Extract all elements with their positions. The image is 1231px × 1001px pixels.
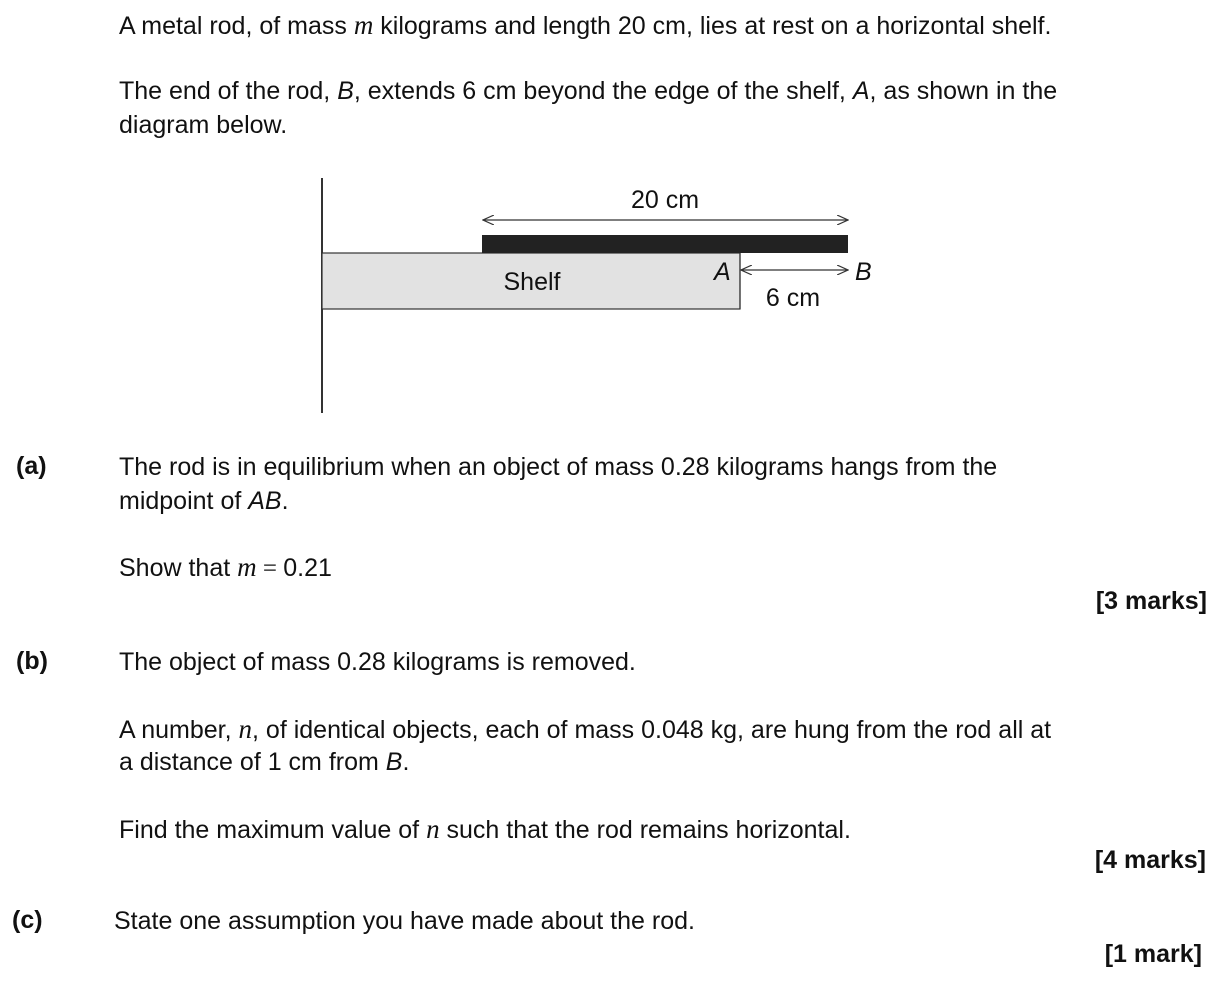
variable-n: n xyxy=(426,814,440,844)
part-b-marks: [4 marks] xyxy=(1094,846,1206,874)
part-a-line-1: The rod is in equilibrium when an object of mass 0.28 kilograms hangs from the xyxy=(119,453,998,481)
part-b-text: such that the rod remains horizontal. xyxy=(439,816,851,844)
part-b-text: Find the maximum value of xyxy=(119,816,427,844)
part-b-line-4 xyxy=(119,812,851,847)
point-a-label: A xyxy=(714,258,731,286)
shelf-label: Shelf xyxy=(503,268,561,296)
part-a-marks: [3 marks] xyxy=(1095,587,1207,615)
variable-m: m xyxy=(237,552,257,582)
variable-m: m xyxy=(353,10,374,40)
intro-text: , as shown in the xyxy=(869,77,1058,105)
part-b-label: (b) xyxy=(16,647,48,675)
part-c-label: (c) xyxy=(12,906,43,934)
intro-line-3: diagram below. xyxy=(119,111,288,139)
part-a-text: midpoint of xyxy=(119,487,249,515)
part-b-line-1: The object of mass 0.28 kilograms is removed. xyxy=(119,648,636,676)
intro-text: kilograms and length 20 cm, lies at rest on a horizontal shelf. xyxy=(373,12,1052,40)
point-b-ref: B xyxy=(337,77,354,105)
segment-ab: AB xyxy=(248,487,282,515)
metal-rod xyxy=(482,235,848,253)
equals-sign: = xyxy=(256,555,284,582)
part-a-text: . xyxy=(281,487,289,515)
part-b-text: a distance of 1 cm from xyxy=(119,748,386,776)
part-b-text: . xyxy=(402,748,410,776)
point-b-ref: B xyxy=(385,748,403,776)
part-a-text: Show that xyxy=(119,554,238,582)
intro-text: , extends 6 cm beyond the edge of the shelf, xyxy=(353,77,853,105)
part-a-show-that xyxy=(119,550,332,586)
part-b-text: A number, xyxy=(119,716,239,744)
variable-n: n xyxy=(238,714,253,744)
overhang-label: 6 cm xyxy=(765,284,821,312)
point-a-ref: A xyxy=(852,77,870,105)
part-b-line-2 xyxy=(119,712,1051,747)
intro-text: The end of the rod, xyxy=(119,77,338,105)
part-a-label: (a) xyxy=(16,452,47,480)
point-b-label: B xyxy=(855,258,872,286)
part-b-line-3 xyxy=(119,745,409,779)
rod-length-label: 20 cm xyxy=(630,186,700,214)
part-a-line-2 xyxy=(119,484,289,518)
target-value: 0.21 xyxy=(283,554,332,582)
part-c-line-1: State one assumption you have made about the rod. xyxy=(114,907,695,935)
intro-text: A metal rod, of mass xyxy=(119,12,354,40)
part-c-marks: [1 mark] xyxy=(1104,940,1202,968)
part-b-text: , of identical objects, each of mass 0.048 kg, are hung from the rod all at xyxy=(252,716,1052,744)
